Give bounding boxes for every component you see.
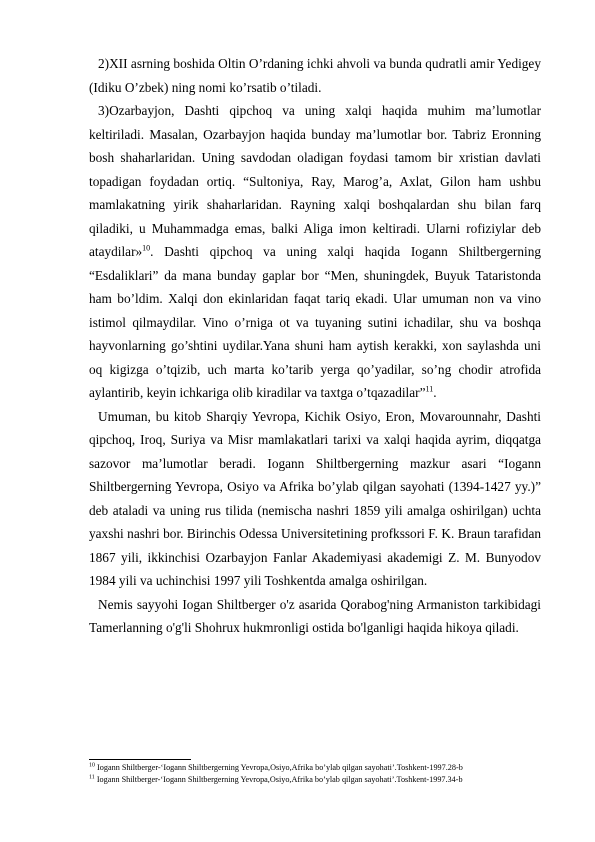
footnote-ref-11[interactable]: 11 [425,384,434,394]
footnote-text: Iogann Shiltberger-‘Iogann Shiltbergerning Yevropa,Osiyo,Afrika bo’ylab qilgan sayohati’.Toshkent-1997.34-b [94,775,463,784]
paragraph-text-continued: . Dashti qipchoq va uning xalqi haqida Iogann Shiltbergerning “Esdaliklari” da mana bunday gaplar bor “Men, shuningdek, Buyuk Tataristonda ham bo’ldim. Xalqi don ekinlaridan faqat tariq ekadi. Ular umuman non va vino istimol qilmaydilar. Vino o’rniga ot va tuyaning sutini ichadilar, shu va boshqa hayvonlarning go’shtini uydilar.Yana shuni ham aytish kerakki, xon saylashda uni oq kigizga o’tqizib, uch marta ko’tarib yerga qo’yadilar, so’ng chodir atrofida aylantirib, keyin ichkariga olib kiradilar va taxtga o’tqazadilar” [89,244,541,400]
paragraph-text-end: . [433,385,437,400]
footnote-ref-10[interactable]: 10 [142,243,151,253]
paragraph-nemis-sayyohi [89,593,541,640]
footnote-10 [89,762,549,774]
paragraph-summary [89,405,541,593]
footnote-text: Iogann Shiltberger-‘Iogann Shiltbergerning Yevropa,Osiyo,Afrika bo’ylab qilgan sayohati’.Toshkent-1997.28-b [95,763,463,772]
paragraph-text: 3)Ozarbayjon, Dashti qipchoq va uning xalqi haqida muhim ma’lumotlar keltiriladi. Masalan, Ozarbayjon haqida bunday ma’lumotlar bor. Tabriz Eronning bosh shaharlaridan. Uning savdodan oladigan foydasi tamom bir xristian davlati topadigan foydadan ortiq. “Sultoniya, Ray, Marog’a, Axlat, Gilon ham ushbu mamlakatning yirik shaharlaridan. Rayning xalqi boshqalardan shu bilan farq qiladiki, u Muhammadga emas, balki Aliga imon keltiradi. Ularni rofiziylar deb ataydilar» [89,103,541,259]
footnote-number: 11 [89,774,95,781]
footnote-separator [89,759,191,760]
footnote-number: 10 [89,762,95,769]
paragraph-text: Nemis sayyohi Iogan Shiltberger o'z asarida Qorabog'ning Armaniston tarkibidagi Tamerlanning o'g'li Shohrux hukmronligi ostida bo'lganligi haqida hikoya qiladi. [89,596,541,635]
paragraph-3 [89,99,541,405]
footnotes [89,762,549,786]
footnote-11 [89,774,549,786]
paragraph-2 [89,52,541,99]
paragraph-text: Umuman, bu kitob Sharqiy Yevropa, Kichik Osiyo, Eron, Movarounnahr, Dashti qipchoq, Iroq, Suriya va Misr mamlakatlari tarixi va xalqi haqida ayrim, diqqatga sazovor ma’lumotlar beradi. Iogann Shiltbergerning mazkur asari “Iogann Shiltbergerning Yevropa, Osiyo va Afrika bo’ylab qilgan sayohati (1394-1427 yy.)” deb ataladi va uning rus tilida (nemischa nashri 1859 yili amalga oshirilgan) uchta yaxshi nashri bor. Birinchis Odessa Universitetining profkssori F. K. Braun tarafidan 1867 yili, ikkinchisi Ozarbayjon Fanlar Akademiyasi akademigi Z. M. Bunyodov 1984 yili va uchinchisi 1997 yili Toshkentda amalga oshirilgan. [89,408,541,588]
body-text [89,52,541,640]
paragraph-text: 2)XII asrning boshida Oltin O’rdaning ichki ahvoli va bunda qudratli amir Yedigey (Idiku O’zbek) ning nomi ko’rsatib o’tiladi. [89,56,541,95]
